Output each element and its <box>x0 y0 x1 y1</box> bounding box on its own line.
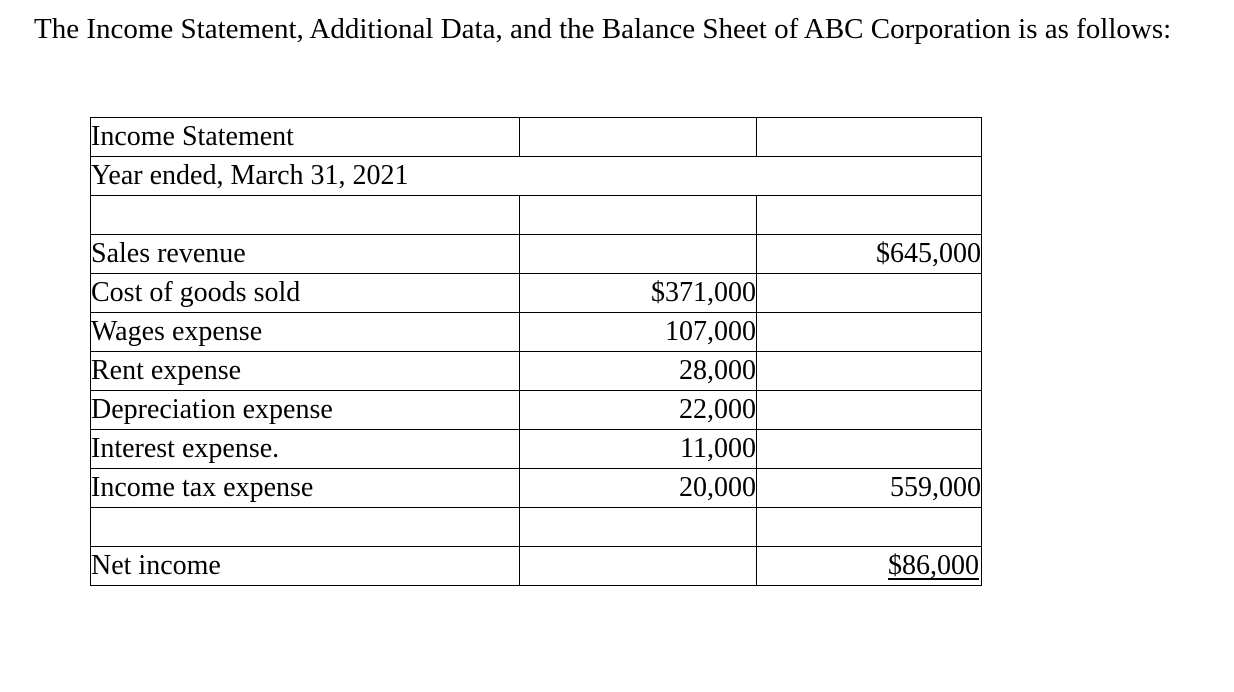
expense-amount: 20,000 <box>520 469 757 508</box>
empty-cell <box>757 196 982 235</box>
expense-amount: $371,000 <box>520 274 757 313</box>
intro-text: The Income Statement, Additional Data, and the Balance Sheet of ABC Corporation is as follows: <box>34 13 1172 45</box>
income-statement-table <box>90 117 982 586</box>
table-row-expense <box>91 391 982 430</box>
empty-cell <box>520 547 757 586</box>
empty-cell <box>91 508 520 547</box>
expense-amount: 107,000 <box>520 313 757 352</box>
empty-cell <box>757 391 982 430</box>
sales-total: $645,000 <box>757 235 982 274</box>
empty-cell <box>520 508 757 547</box>
statement-title: Income Statement <box>91 118 520 157</box>
expense-amount: 11,000 <box>520 430 757 469</box>
expense-amount: 22,000 <box>520 391 757 430</box>
table-row-expense <box>91 274 982 313</box>
net-income-total: $86,000 <box>888 550 979 581</box>
sales-label: Sales revenue <box>91 235 520 274</box>
empty-cell <box>757 313 982 352</box>
empty-cell <box>91 196 520 235</box>
expense-label: Interest expense. <box>91 430 520 469</box>
table-row-spacer <box>91 196 982 235</box>
empty-cell <box>757 118 982 157</box>
empty-cell <box>520 196 757 235</box>
table-row-sales <box>91 235 982 274</box>
net-income-cell <box>757 547 982 586</box>
empty-cell <box>757 274 982 313</box>
statement-period: Year ended, March 31, 2021 <box>91 157 982 196</box>
table-row-expense <box>91 313 982 352</box>
total-expenses: 559,000 <box>757 469 982 508</box>
expense-label: Wages expense <box>91 313 520 352</box>
expense-label: Rent expense <box>91 352 520 391</box>
table-row-expense <box>91 352 982 391</box>
empty-cell <box>757 508 982 547</box>
table-row-expense <box>91 469 982 508</box>
expense-label: Cost of goods sold <box>91 274 520 313</box>
table-row-net-income <box>91 547 982 586</box>
table-row-spacer <box>91 508 982 547</box>
empty-cell <box>520 235 757 274</box>
empty-cell <box>757 430 982 469</box>
empty-cell <box>520 118 757 157</box>
expense-label: Depreciation expense <box>91 391 520 430</box>
expense-label: Income tax expense <box>91 469 520 508</box>
net-income-label: Net income <box>91 547 520 586</box>
empty-cell <box>757 352 982 391</box>
table-row-period <box>91 157 982 196</box>
table-row-title <box>91 118 982 157</box>
table-row-expense <box>91 430 982 469</box>
expense-amount: 28,000 <box>520 352 757 391</box>
